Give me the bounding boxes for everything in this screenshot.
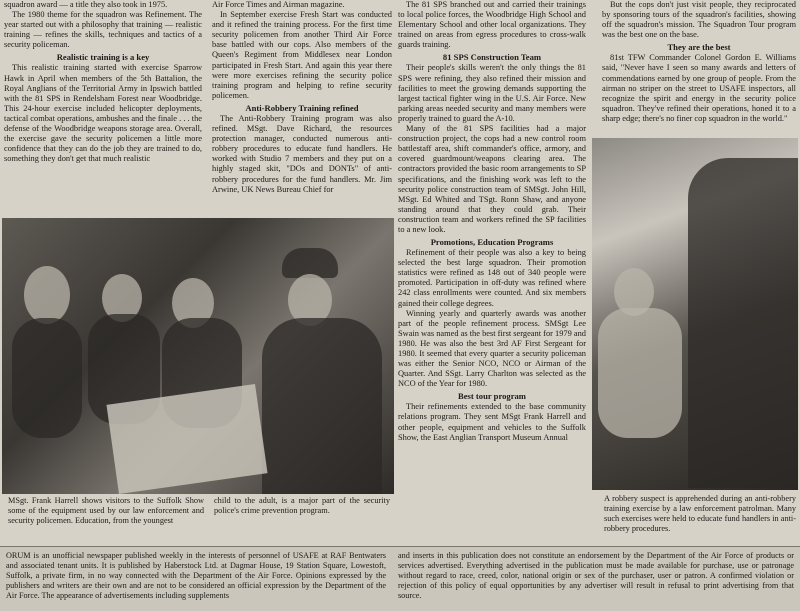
subheading: Anti-Robbery Training refined — [245, 102, 359, 113]
article-column-1 — [4, 0, 202, 164]
paragraph: The 1980 theme for the squadron was Refinement. The year started out with a philosophy that training — realistic training — refines the skills, techniques and tactics of a security policeman. — [4, 10, 202, 50]
paragraph: 81st TFW Commander Colonel Gordon E. Williams said, "Never have I seen so many awards and letters of commendations earned by one group of people. From the airman no striper on the street to USAFE inspectors, all recognize the spirit and energy in the security police squadron. They've refined their operations, honed it to a sharp edge; there's no finer cop squadron in the world." — [602, 53, 796, 123]
officer-figure — [262, 318, 382, 494]
article-column-3 — [398, 0, 586, 443]
subheading: Promotions, Education Programs — [430, 237, 554, 248]
paragraph: Many of the 81 SPS facilities had a major construction project, the cops had a new control room battlestaff area, shift commander's office, armory, and covered guardmount/weapons clearing area. The contractors provided the basic room arrangements to SP specifications, and the finishing work was left to the security police construction team of SMSgt. John Hill, MSgt. Ed Whited and TSgt. Ronn Shaw, and anyone standing around that they could grab. Their construction team and workers refined the SP facilities to a new look. — [398, 124, 586, 234]
subheading: Realistic training is a key — [56, 52, 150, 63]
paragraph: This realistic training started with exercise Sparrow Hawk in April when members of the 5th Battalion, the Royal Anglians of the Territorial Army in Ipswich battled with the 81 SPS in Rendelsham Forest near Woodbridge. This 24-hour exercise included helicopter deployments, tactical combat operations, ambushes and the finale . . . the defense of the Woodbridge weapons storage area. Overall, the exercise gave the security policemen a little more confidence that they can do the job they are trained to do, something they don't get that much realistic — [4, 63, 202, 164]
paragraph: The 81 SPS branched out and carried their trainings to local police forces, the Woodbridge High School and Elementary School and other local organizations. They trained on areas from egress procedures to cross-walk guards training. — [398, 0, 586, 50]
robbery-exercise-photo — [592, 138, 798, 490]
child-figure — [12, 318, 82, 438]
subheading: 81 SPS Construction Team — [442, 52, 542, 63]
photo-caption-right: A robbery suspect is apprehended during an anti-robbery training exercise by a law enforcement patrolman. Many such exercises were held to educate fund handlers in anti-robbery procedures. — [604, 494, 796, 533]
subheading: They are the best — [667, 42, 731, 53]
display-table — [106, 384, 267, 494]
paragraph: Air Force Times and Airman magazine. — [212, 0, 345, 9]
photo-caption-mid: child to the adult, is a major part of the security police's crime prevention program. — [214, 496, 390, 515]
suffolk-show-photo — [2, 218, 394, 494]
paragraph: The Anti-Robbery Training program was also refined. MSgt. Dave Richard, the resources protection manager, conducted numerous anti-robbery procedures to educate fund handlers. He worked with Studio 7 members and they put on a highly staged skit, "DOs and DONTs" of anti-robbery procedures for the fund handlers. Mr. Jim Arwine, UK News Bureau Chief for — [212, 113, 392, 194]
child-figure — [24, 266, 70, 324]
article-column-4 — [602, 0, 796, 124]
paragraph: squadron award — a title they also took in 1975. — [4, 0, 168, 9]
paragraph: Their people's skills weren't the only things the 81 SPS were refining, they also refined their mission and facilities to meet the growing demands supporting the largest tactical fighter wing in the U.S. Air Force. New parking areas needed security and many members were properly trained to guard the A-10. — [398, 63, 586, 123]
publication-footer — [0, 546, 800, 611]
footer-text-right: and inserts in this publication does not constitute an endorsement by the Department of the Air Force of products or services advertised. Everything advertised in the publication must be made available for purchase, use or patronage without regard to race, creed, color, national origin or sex of the purchaser, user or patron. A confirmed violation or rejection of this policy of equal opportunities by any advertiser will result in refusal to print advertising from that source. — [398, 551, 794, 600]
photo-caption-left: MSgt. Frank Harrell shows visitors to the Suffolk Show some of the equipment used by our law enforcement and security policemen. Education, from the youngest — [8, 496, 204, 525]
suspect-figure — [598, 308, 682, 438]
footer-text-left: ORUM is an unofficial newspaper published weekly in the interests of personnel of USAFE at RAF Bentwaters and associated tenant units. It is published by Haberstock Ltd. at Dagmar House, 19 Station Square, Lowestoft, Suffolk, a private firm, in no way connected with the Department of the Air Force. Opinions expressed by the publishers and writers are their own and are not to be considered an official expression by the Department of the Air Force. The appearance of advertisements including supplements — [6, 551, 386, 600]
paragraph: Their refinements extended to the base community relations program. They sent MSgt Frank Harrell and other people, equipment and vehicles to the Suffolk Show, the East Anglian Transport Museum Annual — [398, 402, 586, 442]
patrolman-figure — [688, 158, 798, 488]
subheading: Best tour program — [458, 391, 526, 402]
article-column-2 — [212, 0, 392, 195]
paragraph: Refinement of their people was also a key to being selected the best large squadron. Their promotion statistics were refined as 148 out of 340 people were promoted. Participation in off-duty was refined where 242 class enrollments were counted. And six members gained their college degrees. — [398, 248, 586, 308]
paragraph: Winning yearly and quarterly awards was another part of the people refinement process. SMSgt Lee Swain was named as the best first sergeant for 1979 and 1980. He was also the best 3rd AF First Sergeant for 1980. It seemed that every quarter a security policeman was either the Senior NCO, NCO or Airman of the Quarter. And SSgt. Larry Charlton was selected as the NCO of the Year for 1980. — [398, 308, 586, 389]
paragraph: In September exercise Fresh Start was conducted and it refined the training process. For the first time security policemen from another Third Air Force base battled with our cops. Also members of the Queen's Regiment from Middlesex near London participated in Fresh Start. And again this year there were more exercises refining the security police training program and helping to refine security policemen. — [212, 10, 392, 100]
paragraph: But the cops don't just visit people, they reciprocated by sponsoring tours of the squadron's facilities, showing off the squadron's mission. The Squadron Tour program was the best one on the base. — [602, 0, 796, 40]
